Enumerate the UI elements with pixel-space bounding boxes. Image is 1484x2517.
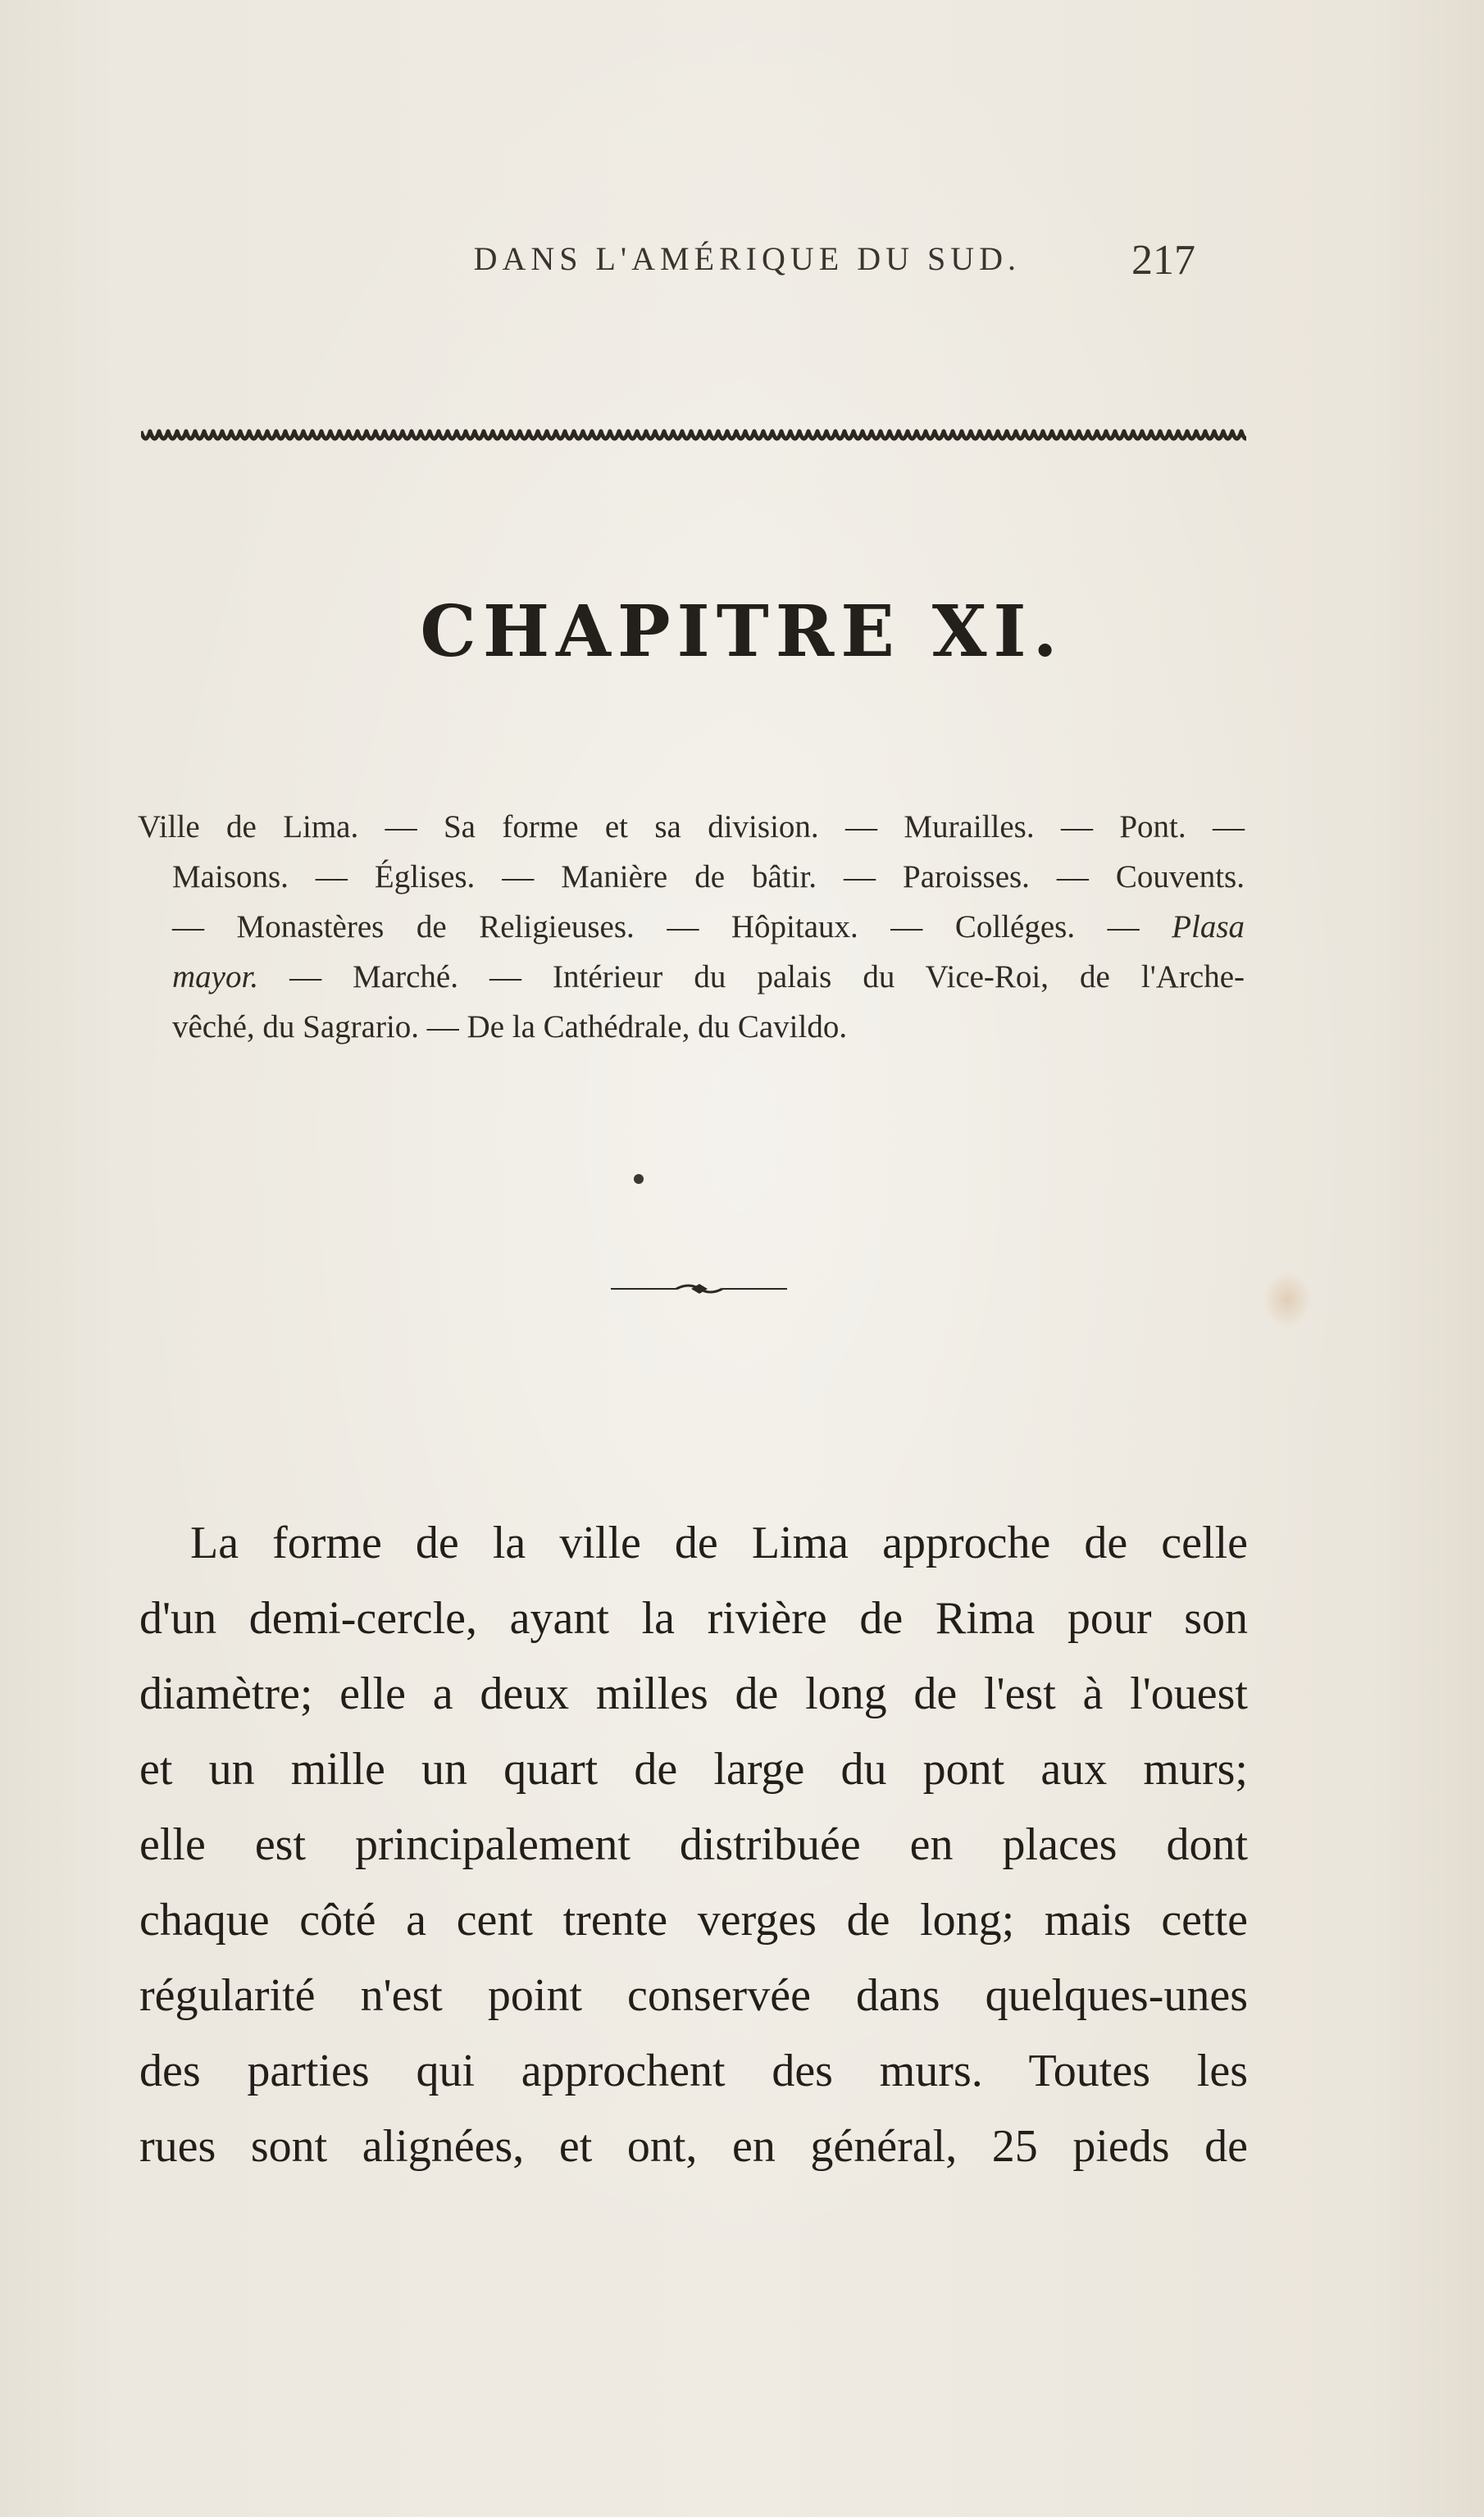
running-head: DANS L'AMÉRIQUE DU SUD. [473,240,1021,277]
ornamental-rule [141,425,1246,449]
summary-line: Ville de Lima. — Sa forme et sa division. — Murailles. — Pont. — [138,809,1245,844]
body-line: La forme de la ville de Lima approche de celle [190,1518,1248,1568]
body-line: rues sont alignées, et ont, en général, 25 pieds de [139,2121,1248,2172]
body-line: régularité n'est point conservée dans quelques-unes [139,1970,1248,2021]
body-line: et un mille un quart de large du pont aux murs; [139,1744,1248,1795]
summary-line [138,952,1245,1002]
body-line: diamètre; elle a deux milles de long de l'est à l'ouest [139,1668,1248,1719]
summary-line: Maisons. — Églises. — Manière de bâtir. — Paroisses. — Couvents. [172,859,1245,894]
body-line: des parties qui approchent des murs. Toutes les [139,2046,1248,2096]
summary-italic: mayor. [172,959,259,995]
summary-line [138,902,1245,952]
body-paragraph [139,1505,1248,2184]
body-line: d'un demi-cercle, ayant la rivière de Rima pour son [139,1593,1248,1644]
summary-italic: Plasa [1172,909,1245,944]
flourish-ornament [611,1279,787,1299]
chapter-summary [138,802,1245,1052]
ink-dot [634,1174,644,1184]
summary-line: vêché, du Sagrario. — De la Cathédrale, du Cavildo. [172,1009,848,1045]
body-line: chaque côté a cent trente verges de long; mais cette [139,1895,1248,1946]
chapter-title: CHAPITRE XI. [420,590,1064,673]
summary-line-text: — Marché. — Intérieur du palais du Vice-Roi, de l'Arche- [258,959,1245,995]
paper-stain [1263,1271,1312,1328]
summary-line-text: — Monastères de Religieuses. — Hôpitaux. — Colléges. — [172,909,1172,944]
page-header [0,239,1484,289]
page-number: 217 [1131,237,1195,284]
body-line: elle est principalement distribuée en places dont [139,1819,1248,1870]
